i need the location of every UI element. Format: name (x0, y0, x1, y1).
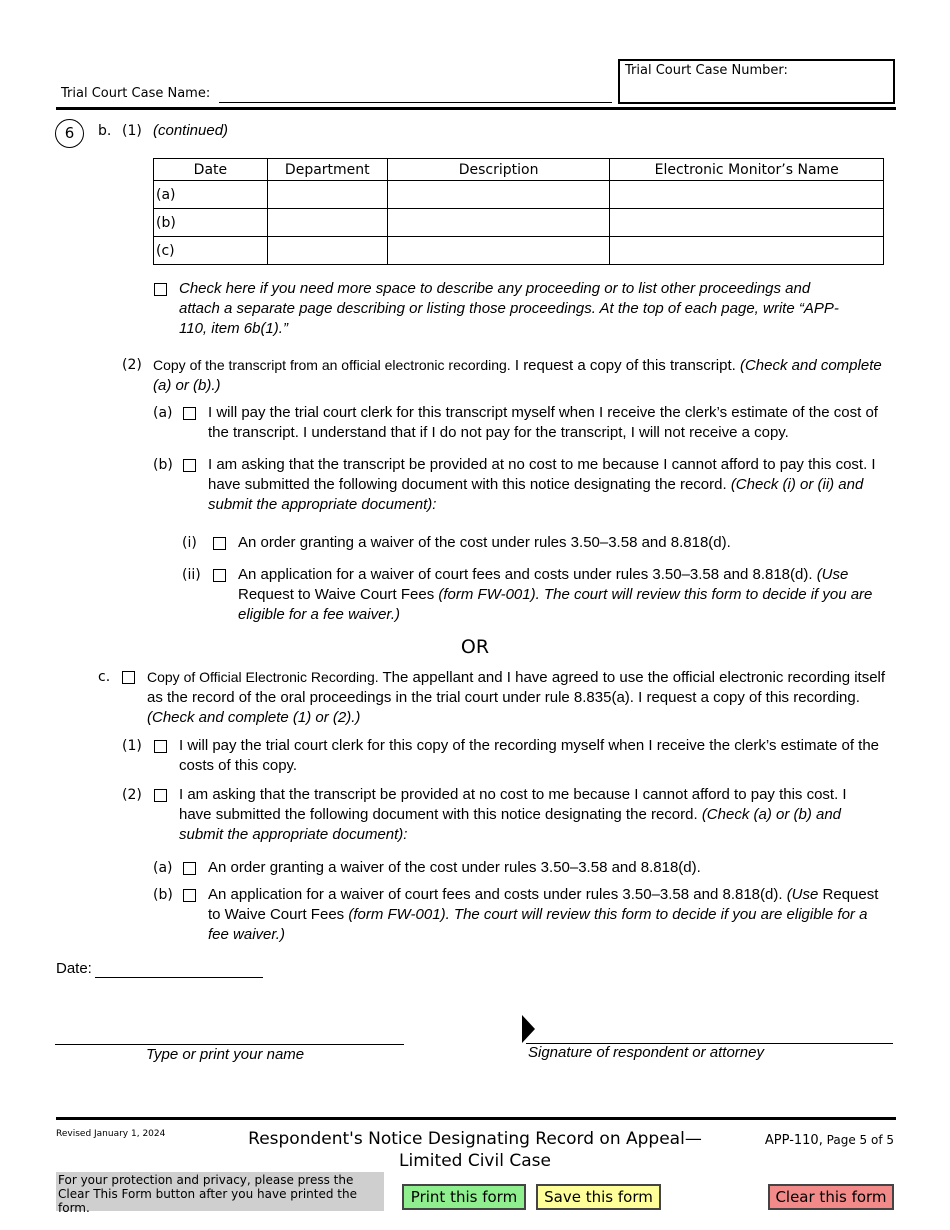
item-c2b-form: Request to Waive Court Fees (208, 886, 879, 923)
item-b2-text (153, 355, 893, 396)
item-c2b-body: An application for a waiver of court fees and costs under rules 3.50–3.58 and 8.818(d). (208, 886, 787, 903)
b2a-checkbox[interactable] (183, 407, 196, 420)
case-name-field[interactable] (219, 102, 612, 103)
item-c2b-text (208, 885, 888, 945)
footer-title (225, 1128, 725, 1172)
waiver-application-checkbox[interactable] (213, 569, 226, 582)
date-field[interactable] (95, 977, 263, 978)
c-checkbox[interactable] (122, 671, 135, 684)
item-b2-label: (2) (122, 357, 142, 373)
item-c-note: (Check and complete (1) or (2).) (147, 709, 361, 726)
item-b1-label: (1) (122, 123, 142, 139)
case-name-label: Trial Court Case Name: (61, 86, 211, 101)
table-cell-monitor[interactable] (610, 209, 884, 237)
item-c2b-label: (b) (153, 887, 173, 903)
table-cell-monitor[interactable] (610, 181, 884, 209)
item-ii-text (238, 565, 888, 625)
item-b2b-text (208, 455, 898, 515)
item-ii-form: Request to Waive Court Fees (238, 586, 435, 603)
item-c2a-text: An order granting a waiver of the cost under rules 3.50–3.58 and 8.818(d). (208, 859, 701, 876)
item-c-title: Copy of Official Electronic Recording. (147, 669, 379, 685)
table-cell-date[interactable]: (c) (154, 237, 268, 265)
table-header-description: Description (387, 159, 610, 181)
table-cell-description[interactable] (387, 209, 610, 237)
item-c-label: c. (98, 669, 111, 685)
table-cell-department[interactable] (267, 237, 387, 265)
date-label: Date: (56, 960, 92, 977)
table-cell-department[interactable] (267, 209, 387, 237)
table-header-date: Date (154, 159, 268, 181)
page-info (700, 1133, 894, 1148)
item-c2-label: (2) (122, 787, 142, 803)
item-c-body: The appellant and I have agreed to use the official electronic recording itself as the record of the oral proceedings in the trial court under rule 8.835(a). I request a copy of this recording. (147, 669, 886, 706)
table-header-row (154, 159, 884, 181)
waiver-order-checkbox[interactable] (213, 537, 226, 550)
table-row (154, 237, 884, 265)
item-c2-note: (Check (a) or (b) and submit the appropriate document): (179, 806, 842, 843)
item-ii-label: (ii) (182, 567, 201, 583)
page-number: Page 5 of 5 (822, 1133, 894, 1147)
c1-checkbox[interactable] (154, 740, 167, 753)
table-row (154, 209, 884, 237)
item-b2b-label: (b) (153, 457, 173, 473)
item-c2a-label: (a) (153, 860, 173, 876)
item-b2b-note: (Check (i) or (ii) and submit the appropriate document): (208, 476, 864, 513)
table-cell-description[interactable] (387, 237, 610, 265)
item-c1-text: I will pay the trial court clerk for this copy of the recording myself when I receive the clerk’s estimate of the costs of this copy. (179, 737, 880, 774)
footer-title-line2: Limited Civil Case (399, 1151, 551, 1171)
continued-label: (continued) (153, 122, 229, 139)
item-c1-label: (1) (122, 738, 142, 754)
item-b2a-text: I will pay the trial court clerk for this transcript myself when I receive the clerk’s estimate of the cost of the transcript. I understand that if I do not pay for the transcript, I will not receive a copy. (208, 404, 878, 441)
item-c2b-note2: (form FW-001). The court will review this form to decide if you are eligible for a fee waiver.) (208, 906, 868, 943)
or-divider: OR (460, 636, 490, 658)
item-ii-note2: (form FW-001). The court will review this form to decide if you are eligible for a fee waiver.) (238, 586, 873, 623)
footer-rule (56, 1117, 896, 1120)
table-header-monitor: Electronic Monitor’s Name (610, 159, 884, 181)
save-button[interactable]: Save this form (536, 1184, 661, 1210)
b2b-checkbox[interactable] (183, 459, 196, 472)
item-c-text (147, 667, 895, 728)
item-number-circle: 6 (55, 119, 84, 148)
item-c2b-note1: (Use (786, 886, 823, 903)
item-b-label: b. (98, 123, 112, 139)
item-c2-body: I am asking that the transcript be provided at no cost to me because I cannot afford to pay this cost. I have submitted the following document with this notice designating the record. (179, 786, 847, 823)
more-space-checkbox[interactable] (154, 283, 167, 296)
item-i-text: An order granting a waiver of the cost under rules 3.50–3.58 and 8.818(d). (238, 534, 731, 551)
case-number-label: Trial Court Case Number: (625, 63, 788, 78)
c2a-checkbox[interactable] (183, 862, 196, 875)
more-space-text: Check here if you need more space to describe any proceeding or to list other proceedings and attach a separate page describing or listing those proceedings. At the top of each page, write “APP-110, item 6b(1).” (179, 280, 839, 337)
c2b-checkbox[interactable] (183, 889, 196, 902)
name-caption: Type or print your name (146, 1046, 305, 1063)
item-b2-note: (Check and complete (a) or (b).) (153, 357, 882, 394)
item-b2a-label: (a) (153, 405, 173, 421)
c2-checkbox[interactable] (154, 789, 167, 802)
table-cell-description[interactable] (387, 181, 610, 209)
footer-title-line1: Respondent's Notice Designating Record on Appeal— (248, 1129, 702, 1149)
item-b2-body: I request a copy of this transcript. (510, 357, 740, 374)
item-ii-body: An application for a waiver of court fees and costs under rules 3.50–3.58 and 8.818(d). (238, 566, 817, 583)
item-ii-note1: (Use (816, 566, 849, 583)
item-b2b-body: I am asking that the transcript be provided at no cost to me because I cannot afford to pay this cost. I have submitted the following document with this notice designating the record. (208, 456, 876, 493)
table-cell-department[interactable] (267, 181, 387, 209)
case-number-field[interactable] (618, 59, 895, 104)
privacy-notice: For your protection and privacy, please press the Clear This Form button after you have printed the form. (56, 1172, 384, 1211)
table-cell-date[interactable]: (a) (154, 181, 268, 209)
item-i-label: (i) (182, 535, 197, 551)
table-row (154, 181, 884, 209)
signature-caption: Signature of respondent or attorney (528, 1044, 764, 1061)
revised-date: Revised January 1, 2024 (56, 1129, 166, 1139)
item-c2-text (179, 785, 879, 845)
table-header-department: Department (267, 159, 387, 181)
print-button[interactable]: Print this form (402, 1184, 526, 1210)
header-rule (56, 107, 896, 110)
table-cell-monitor[interactable] (610, 237, 884, 265)
proceedings-table (153, 158, 884, 265)
item-b2-title: Copy of the transcript from an official electronic recording. (153, 357, 511, 373)
clear-button[interactable]: Clear this form (768, 1184, 894, 1210)
table-cell-date[interactable]: (b) (154, 209, 268, 237)
form-id: APP-110, (764, 1133, 823, 1148)
signature-arrow-icon (522, 1015, 535, 1043)
